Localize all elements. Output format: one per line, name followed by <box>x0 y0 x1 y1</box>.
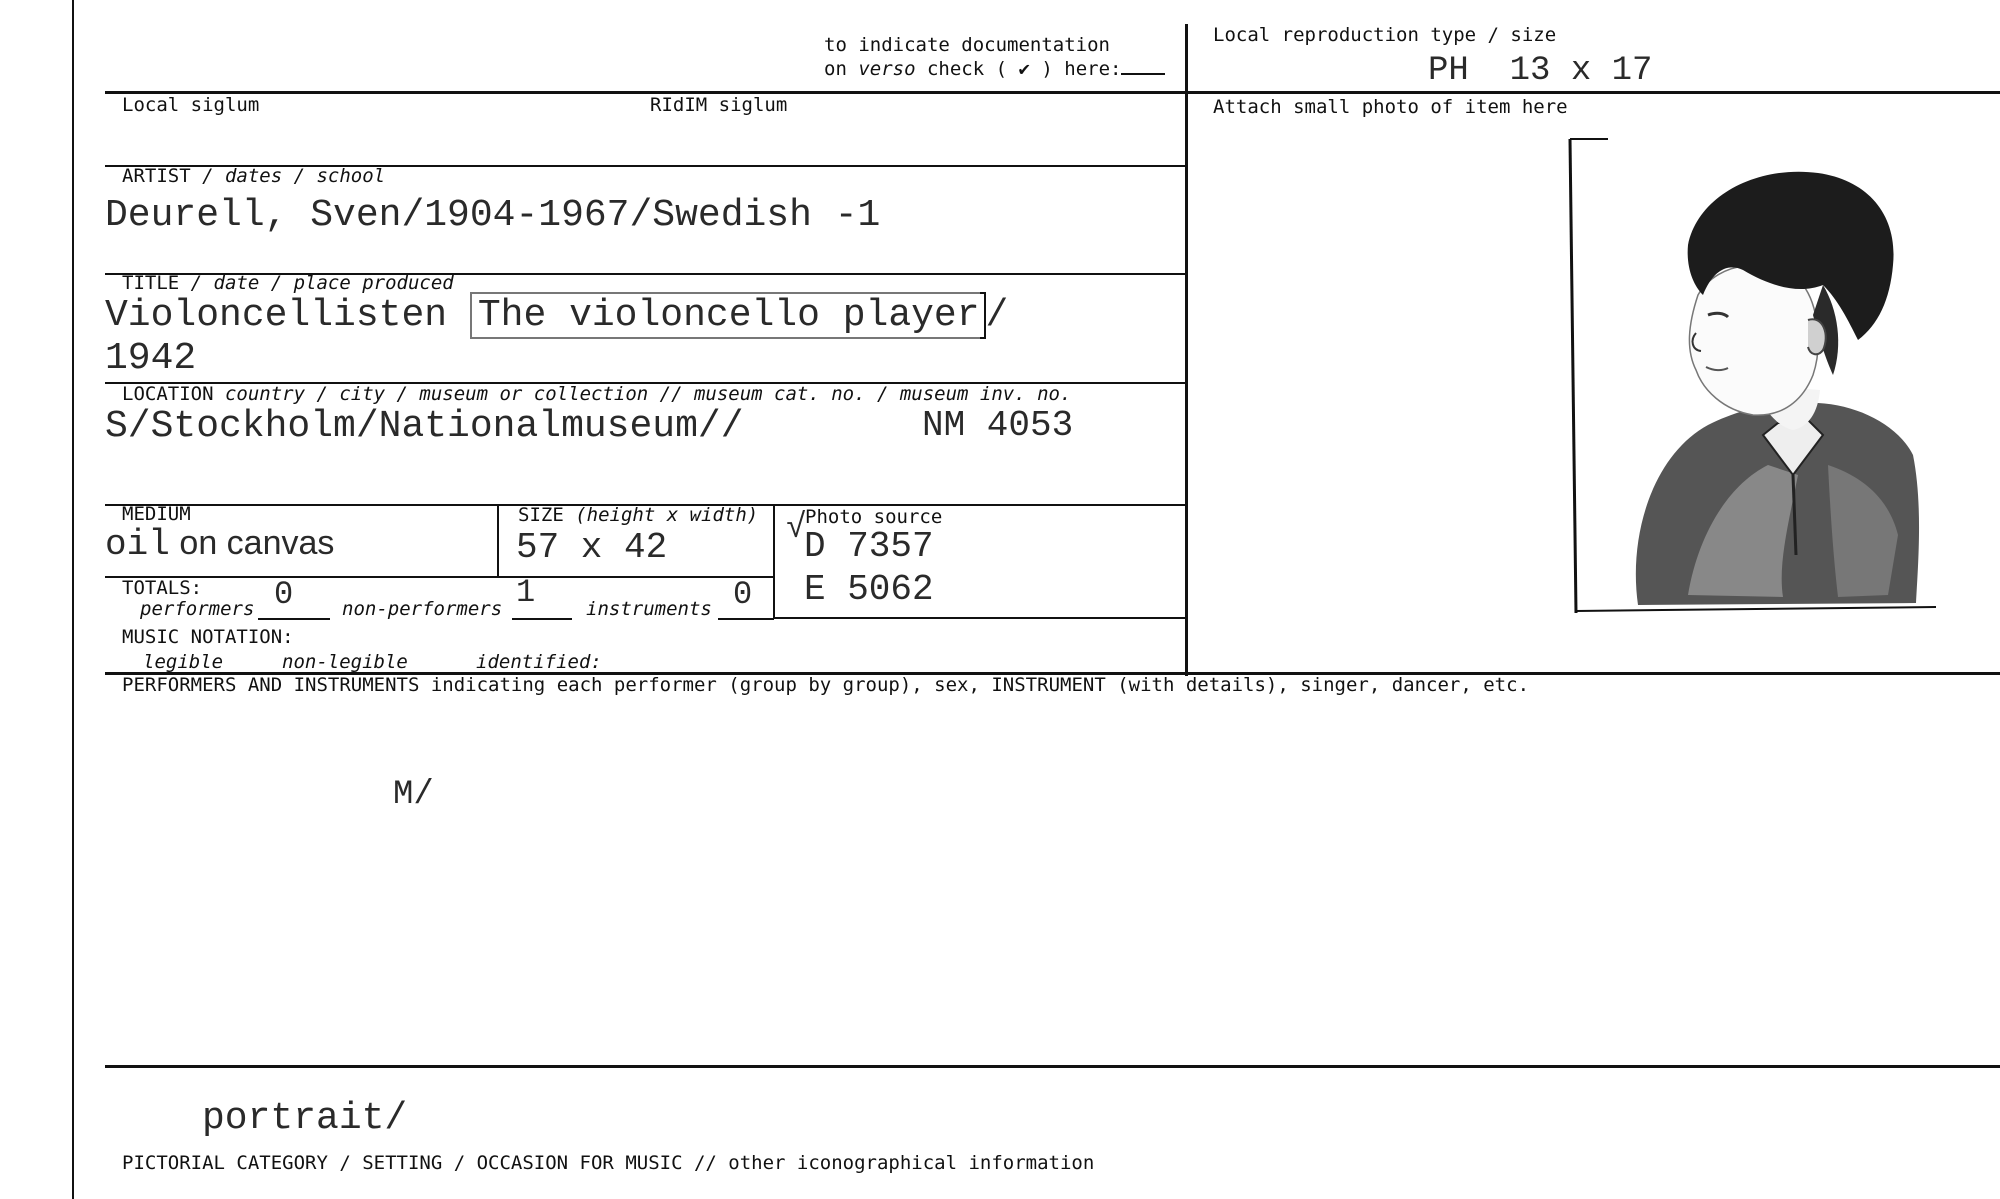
photo-source-value-1: D 7357 <box>804 526 934 567</box>
vertical-divider <box>1185 24 1188 676</box>
category-value: portrait/ <box>202 1097 408 1140</box>
instruments-blank[interactable] <box>718 576 774 620</box>
location-label <box>122 383 1071 406</box>
title-label-rest: / date / place produced <box>179 272 454 294</box>
size-value: 57 x 42 <box>516 527 668 568</box>
performers-value: 0 <box>274 576 294 613</box>
rule-medium-vert <box>497 504 499 576</box>
rule-medium-bottom <box>105 576 775 578</box>
verso-check-text: check ( <box>915 58 1019 80</box>
checkmark-icon: ✔ <box>1018 58 1030 80</box>
totals-label: TOTALS: <box>122 577 203 599</box>
verso-line-2 <box>824 58 1165 80</box>
size-label-main: SIZE <box>518 504 564 526</box>
title-translation-text: The violoncello player <box>477 294 980 337</box>
medium-value <box>105 524 334 565</box>
attached-photo <box>1568 135 1938 615</box>
title-original: Violoncellisten <box>105 294 470 337</box>
non-legible-option[interactable]: non-legible <box>282 651 408 673</box>
performers-instruments-label <box>122 674 1529 697</box>
performers-label: performers <box>140 598 255 620</box>
photo-source-label: Photo source <box>805 506 943 528</box>
non-performers-blank[interactable] <box>512 574 572 620</box>
title-translation <box>470 292 980 339</box>
photo-attach-label: Attach small photo of item here <box>1213 96 1568 118</box>
verso-word: verso <box>858 58 916 80</box>
title-label <box>122 272 454 295</box>
non-performers-value: 1 <box>516 574 536 611</box>
photo-source-value-2: E 5062 <box>804 569 934 610</box>
performers-instruments-label-rest: indicating each performer (group by group), sex, INSTRUMENT (with details), singer, dancer, etc. <box>419 674 1530 696</box>
local-siglum-label: Local siglum <box>122 94 260 116</box>
title-value-line-1 <box>105 294 1008 337</box>
verso-check-blank[interactable] <box>1121 73 1165 75</box>
title-slash: / <box>985 294 1009 337</box>
rule-category <box>105 1065 2000 1068</box>
instruments-label: instruments <box>586 598 712 620</box>
rule-photo-source-bottom <box>773 617 1185 619</box>
category-label <box>122 1152 1094 1175</box>
artist-label-main: ARTIST <box>122 165 191 187</box>
performers-blank[interactable] <box>258 576 330 620</box>
non-performers-label: non-performers <box>342 598 503 620</box>
location-label-rest: country / city / museum or collection // museum cat. no. / museum inv. no. <box>213 383 1072 405</box>
verso-pre: on <box>824 58 859 80</box>
title-label-main: TITLE <box>122 272 180 294</box>
artist-label-rest: / dates / school <box>190 165 386 187</box>
left-edge <box>72 0 74 1199</box>
size-label <box>518 504 758 527</box>
reproduction-value: PH 13 x 17 <box>1428 52 1653 90</box>
medium-value-canvas: on canvas <box>179 524 335 562</box>
medium-value-oil: oil <box>105 524 170 565</box>
category-label-main: PICTORIAL CATEGORY / SETTING / OCCASION FOR MUSIC // <box>122 1152 717 1174</box>
size-label-rest: (height x width) <box>563 504 759 526</box>
performers-instruments-label-main: PERFORMERS AND INSTRUMENTS <box>122 674 420 696</box>
inventory-number: NM 4053 <box>922 405 1074 446</box>
reproduction-label: Local reproduction type / size <box>1213 24 1557 46</box>
ridim-siglum-label: RIdIM siglum <box>650 94 788 116</box>
location-value: S/Stockholm/Nationalmuseum// <box>105 405 744 448</box>
medium-label: MEDIUM <box>122 503 191 525</box>
artist-label <box>122 165 385 188</box>
verso-line-1: to indicate documentation <box>824 34 1110 56</box>
identified-option[interactable]: identified: <box>476 651 602 673</box>
verso-post: ) here: <box>1029 58 1122 80</box>
artist-value: Deurell, Sven/1904-1967/Swedish -1 <box>105 194 881 237</box>
rule-top <box>105 91 2000 94</box>
photo-source-check: √ <box>786 510 807 548</box>
title-value-line-2: 1942 <box>105 337 197 380</box>
music-notation-label: MUSIC NOTATION: <box>122 626 294 648</box>
location-label-main: LOCATION <box>122 383 214 405</box>
instruments-value: 0 <box>733 576 753 613</box>
category-label-rest: other iconographical information <box>716 1152 1095 1174</box>
performers-value: M/ <box>393 776 434 814</box>
legible-option[interactable]: legible <box>143 651 224 673</box>
